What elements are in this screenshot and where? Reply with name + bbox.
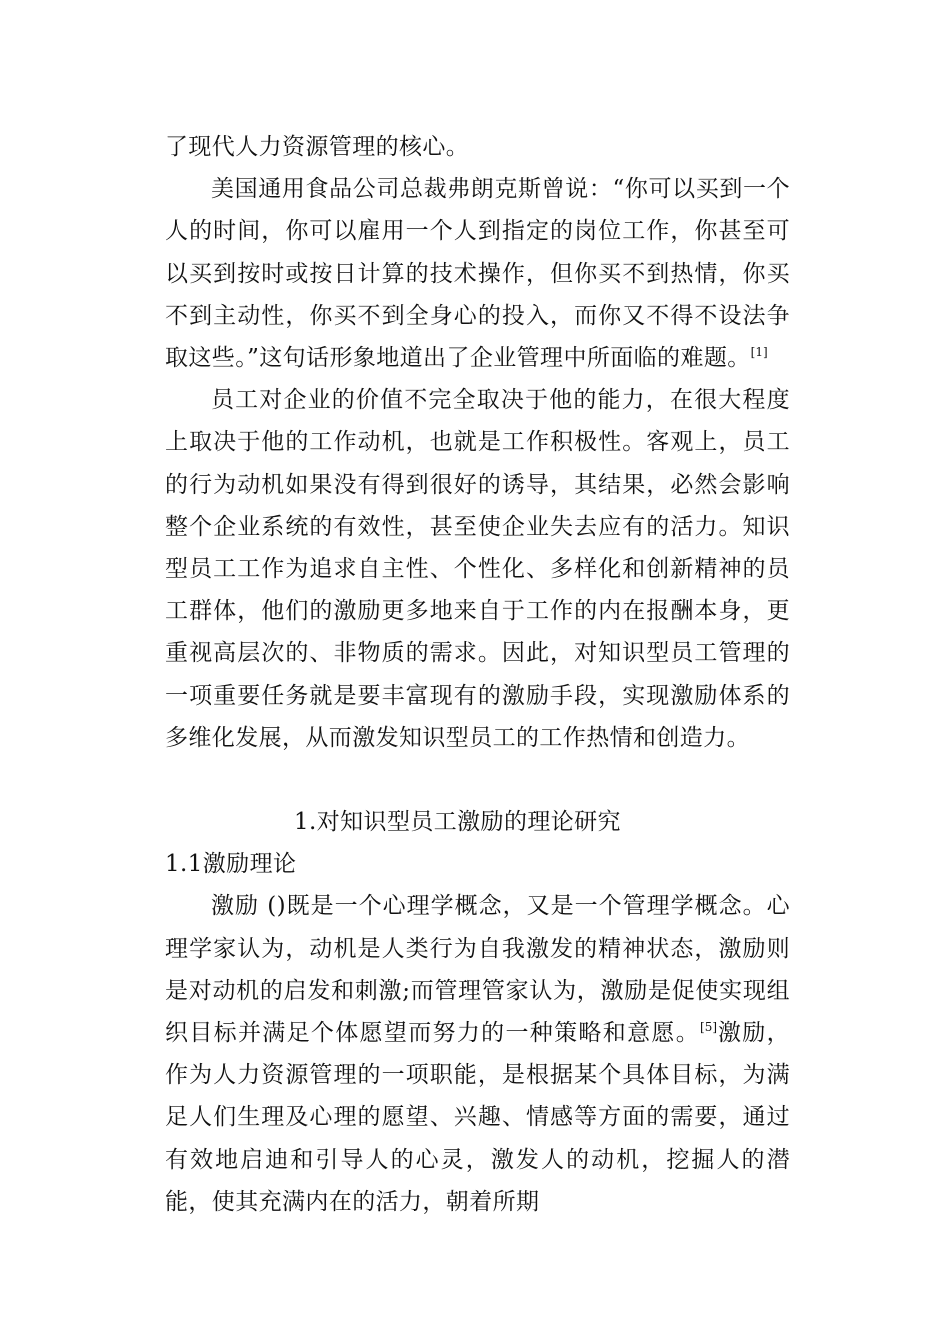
employee-value-paragraph: 员工对企业的价值不完全取决于他的能力，在很大程度上取决于他的工作动机，也就是工作积极性。客观上，员工的行为动机如果没有得到很好的诱导，其结果，必然会影响整个企业系统的有效性，甚至使企业失去应有的活力。知识型员工工作为追求自主性、个性化、多样化和创新精神的员工群体，他们的激励更多地来自于工作的内在报酬本身，更重视高层次的、非物质的需求。因此，对知识型员工管理的一项重要任务就是要丰富现有的激励手段，实现激励体系的多维化发展，从而激发知识型员工的工作热情和创造力。 bbox=[165, 387, 790, 751]
section-spacer bbox=[165, 759, 790, 801]
quote-paragraph bbox=[165, 168, 790, 379]
motivation-text-after: 激励，作为人力资源管理的一项职能，是根据某个具体目标，为满足人们生理及心理的愿望、兴趣、情感等方面的需要，通过有效地启迪和引导人的心灵，激发人的动机，挖掘人的潜能，使其充满内在的活力，朝着所期 bbox=[165, 1020, 790, 1215]
citation-5: [5] bbox=[700, 1020, 718, 1035]
quote-paragraph-text: 美国通用食品公司总裁弗朗克斯曾说：“你可以买到一个人的时间，你可以雇用一个人到指定的岗位工作，你甚至可以买到按时或按日计算的技术操作，但你买不到热情，你买不到主动性，你买不到全身心的投入，而你又不得不设法争取这些。”这句话形象地道出了企业管理中所面临的难题。 bbox=[165, 176, 790, 372]
section-heading: 1.对知识型员工激励的理论研究 bbox=[294, 809, 621, 836]
intro-tail-paragraph: 了现代人力资源管理的核心。 bbox=[165, 134, 470, 160]
citation-1: [1] bbox=[750, 345, 768, 360]
subsection-heading: 1.1激励理论 bbox=[165, 851, 297, 878]
motivation-paragraph bbox=[165, 885, 790, 1223]
motivation-text-before: 激励 ()既是一个心理学概念，又是一个管理学概念。心理学家认为，动机是人类行为自我激发的精神状态，激励则是对动机的启发和刺激;而管理管家认为，激励是促使实现组织目标并满足个体愿望而努力的一种策略和意愿。 bbox=[165, 893, 790, 1047]
document-body bbox=[165, 126, 790, 1223]
